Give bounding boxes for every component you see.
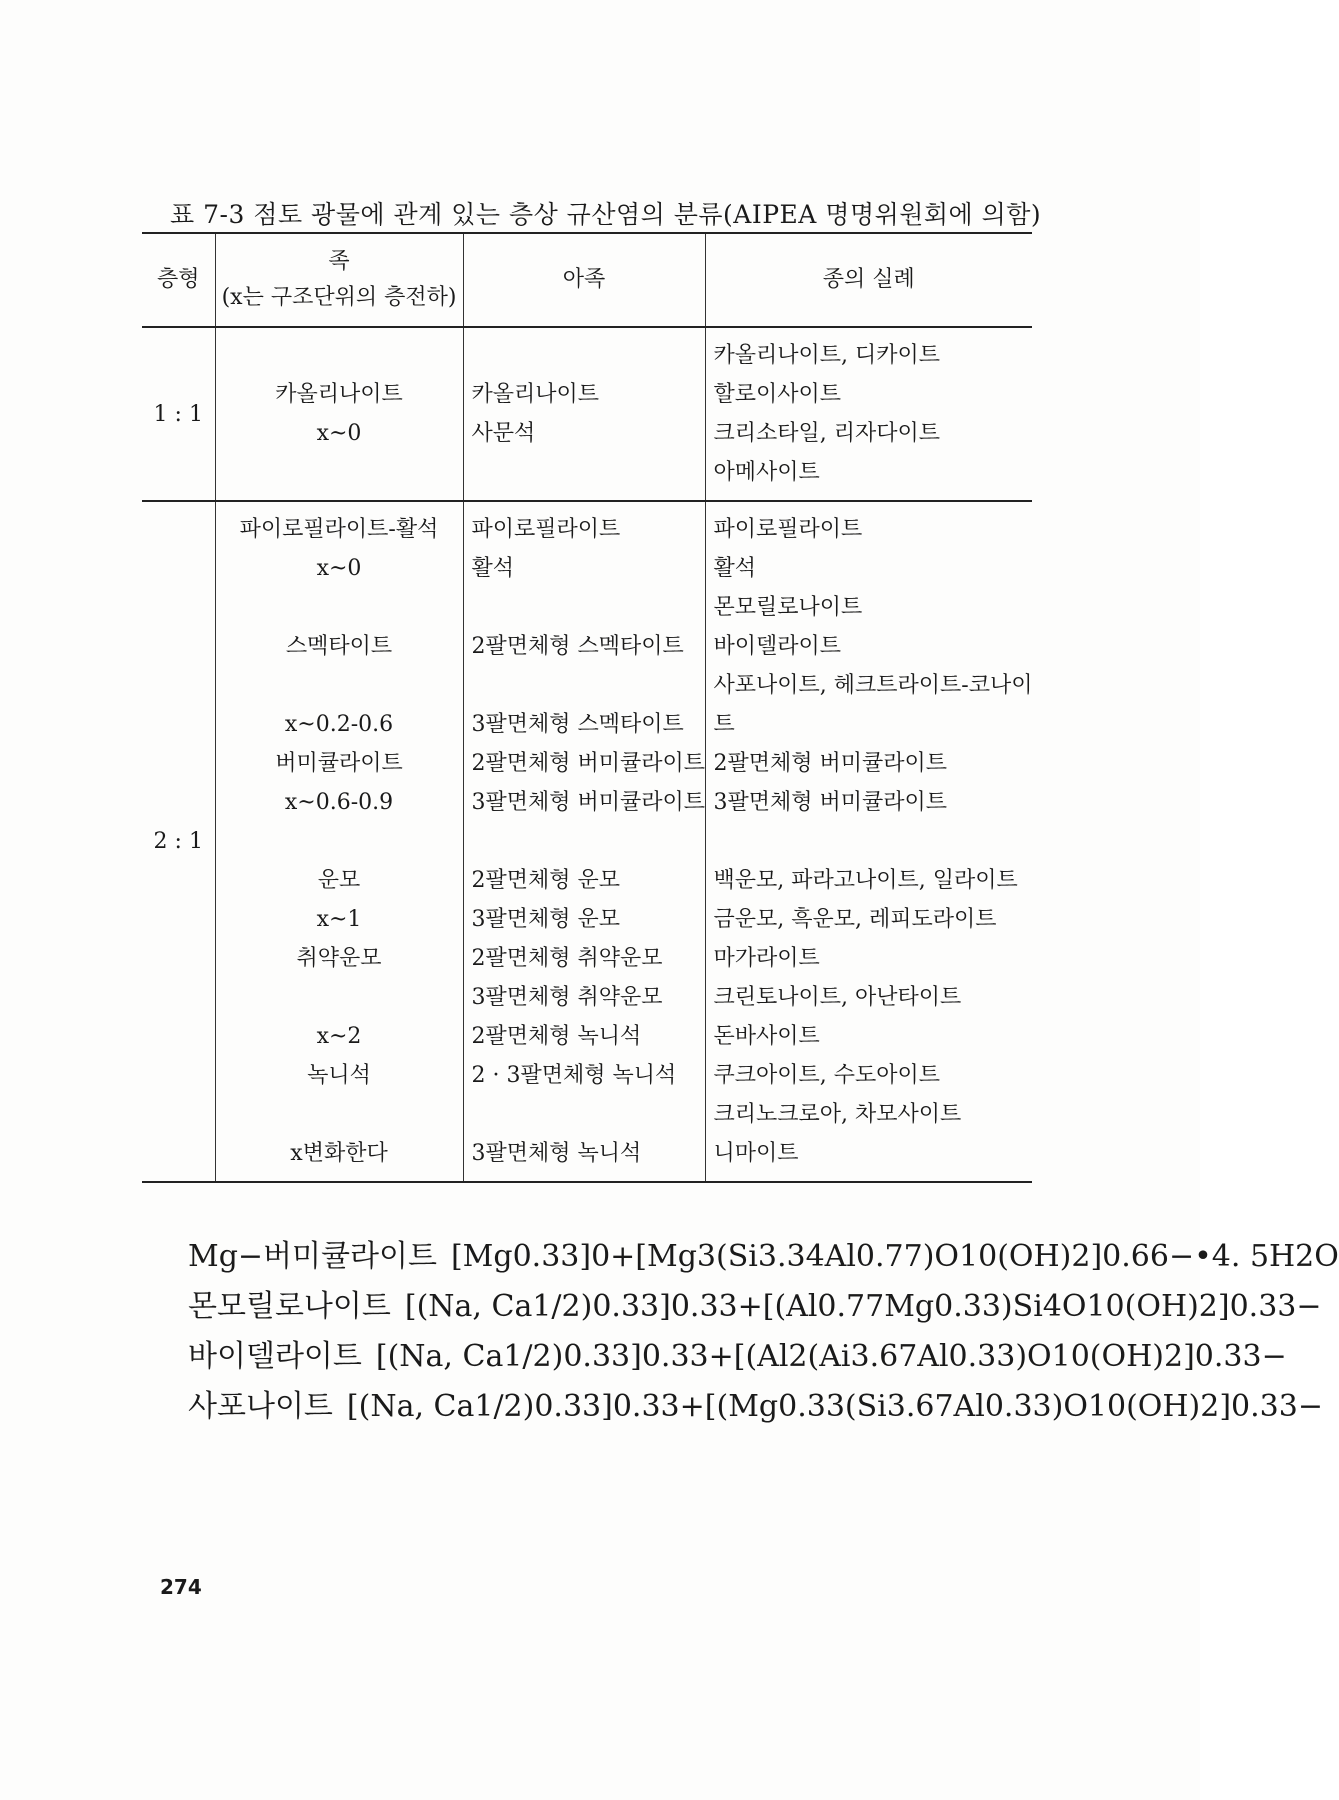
cell-line: 몬모릴로나이트 bbox=[713, 595, 863, 620]
mineral-name: 사포나이트 bbox=[188, 1389, 333, 1424]
header-family-title: 족 bbox=[328, 249, 350, 274]
table-header-row bbox=[142, 233, 1032, 327]
cell-line: 카올리나이트 bbox=[471, 382, 600, 407]
mineral-formula: [(Na, Ca1/2)0.33]0.33+[(Al0.77Mg0.33)Si4O10(OH)2]0.33− bbox=[404, 1289, 1322, 1324]
page-number: 274 bbox=[160, 1575, 202, 1599]
species-lines bbox=[706, 502, 1033, 1181]
subgroup-cell bbox=[463, 501, 705, 1182]
formula-line bbox=[188, 1382, 1323, 1432]
cell-line: 사문석 bbox=[471, 421, 536, 446]
table-caption: 표 7-3 점토 광물에 관계 있는 층상 규산염의 분류(AIPEA 명명위원회에 의함) bbox=[170, 200, 1042, 229]
cell-line: 녹니석 bbox=[307, 1063, 371, 1088]
cell-line: 3팔면체형 스멕타이트 bbox=[471, 712, 684, 737]
cell-line: 2팔면체형 버미큘라이트 bbox=[713, 751, 948, 776]
cell-line: 스멕타이트 bbox=[285, 634, 393, 659]
family-lines bbox=[216, 328, 463, 500]
cell-line: 바이델라이트 bbox=[713, 634, 842, 659]
cell-line: 크리소타일, 리자다이트 bbox=[713, 421, 941, 446]
cell-line: 버미큘라이트 bbox=[275, 751, 403, 776]
cell-line bbox=[216, 336, 463, 375]
cell-line: 파이로필라이트-활석 bbox=[239, 517, 439, 542]
cell-line: 트 bbox=[713, 712, 735, 737]
cell-line: 활석 bbox=[471, 556, 515, 581]
subgroup-cell bbox=[463, 327, 705, 501]
cell-line bbox=[216, 1095, 463, 1134]
cell-line: 운모 bbox=[317, 868, 361, 893]
species-lines bbox=[706, 328, 1033, 500]
cell-line bbox=[706, 822, 1033, 861]
formula-line bbox=[188, 1282, 1322, 1332]
cell-line: 크리노크로아, 차모사이트 bbox=[713, 1102, 962, 1127]
cell-line: 취약운모 bbox=[296, 946, 382, 971]
header-family-note: (x는 구조단위의 층전하) bbox=[221, 285, 457, 310]
cell-line: 3팔면체형 버미큘라이트 bbox=[471, 790, 706, 815]
cell-line: x~2 bbox=[316, 1024, 362, 1049]
cell-line: 크린토나이트, 아난타이트 bbox=[713, 985, 962, 1010]
cell-line bbox=[216, 666, 463, 705]
species-cell bbox=[705, 501, 1032, 1182]
layer-type-1-1: 1 : 1 bbox=[142, 327, 215, 501]
cell-line: 2팔면체형 스멕타이트 bbox=[471, 634, 684, 659]
mineral-formula: [Mg0.33]0+[Mg3(Si3.34Al0.77)O10(OH)2]0.66−•4. 5H2O bbox=[450, 1239, 1339, 1274]
cell-line: 3팔면체형 녹니석 bbox=[471, 1141, 642, 1166]
cell-line: 카올리나이트 bbox=[275, 382, 403, 407]
cell-line bbox=[464, 666, 705, 705]
mineral-formula: [(Na, Ca1/2)0.33]0.33+[(Al2(Ai3.67Al0.33)O10(OH)2]0.33− bbox=[375, 1339, 1287, 1374]
header-species: 종의 실례 bbox=[705, 233, 1032, 327]
cell-line: 카올리나이트, 디카이트 bbox=[713, 343, 941, 368]
cell-line bbox=[464, 1095, 705, 1134]
family-lines bbox=[216, 502, 463, 1181]
cell-line: 아메사이트 bbox=[713, 460, 820, 485]
cell-line: x~0.6-0.9 bbox=[284, 790, 394, 815]
formula-line bbox=[188, 1332, 1287, 1382]
mineral-name: 몬모릴로나이트 bbox=[188, 1289, 391, 1324]
cell-line: 2팔면체형 버미큘라이트 bbox=[471, 751, 706, 776]
cell-line bbox=[216, 978, 463, 1017]
cell-line: x변화한다 bbox=[290, 1141, 388, 1166]
cell-line bbox=[464, 453, 705, 492]
subgroup-lines bbox=[464, 502, 705, 1181]
cell-line: 2 · 3팔면체형 녹니석 bbox=[471, 1063, 677, 1088]
cell-line: 돈바사이트 bbox=[713, 1024, 820, 1049]
cell-line bbox=[216, 588, 463, 627]
cell-line: 활석 bbox=[713, 556, 757, 581]
cell-line: 마가라이트 bbox=[713, 946, 820, 971]
cell-line bbox=[216, 453, 463, 492]
cell-line: 2팔면체형 운모 bbox=[471, 868, 621, 893]
header-layer: 층형 bbox=[142, 233, 215, 327]
subgroup-lines bbox=[464, 328, 705, 500]
cell-line bbox=[464, 588, 705, 627]
cell-line: x~0.2-0.6 bbox=[284, 712, 394, 737]
clay-mineral-classification-table bbox=[142, 232, 1032, 1183]
cell-line: 3팔면체형 버미큘라이트 bbox=[713, 790, 948, 815]
cell-line: x~0 bbox=[316, 421, 362, 446]
cell-line bbox=[216, 822, 463, 861]
cell-line: 쿠크아이트, 수도아이트 bbox=[713, 1063, 941, 1088]
chemical-formulas bbox=[188, 1232, 1339, 1432]
cell-line: 금운모, 흑운모, 레피도라이트 bbox=[713, 907, 997, 932]
cell-line: 니마이트 bbox=[713, 1141, 799, 1166]
species-cell bbox=[705, 327, 1032, 501]
mineral-formula: [(Na, Ca1/2)0.33]0.33+[(Mg0.33(Si3.67Al0.33)O10(OH)2]0.33− bbox=[346, 1389, 1323, 1424]
cell-line: 백운모, 파라고나이트, 일라이트 bbox=[713, 868, 1018, 893]
cell-line: 2팔면체형 녹니석 bbox=[471, 1024, 642, 1049]
header-subgroup: 아족 bbox=[463, 233, 705, 327]
cell-line: x~0 bbox=[316, 556, 362, 581]
cell-line: 할로이사이트 bbox=[713, 382, 842, 407]
cell-line: 3팔면체형 취약운모 bbox=[471, 985, 663, 1010]
cell-line: 2팔면체형 취약운모 bbox=[471, 946, 663, 971]
cell-line: 파이로필라이트 bbox=[471, 517, 621, 542]
mineral-name: Mg−버미큘라이트 bbox=[188, 1239, 437, 1274]
family-cell bbox=[215, 501, 463, 1182]
cell-line: 파이로필라이트 bbox=[713, 517, 863, 542]
layer-type-2-1: 2 : 1 bbox=[142, 501, 215, 1182]
cell-line bbox=[464, 822, 705, 861]
cell-line: 사포나이트, 헤크트라이트-코나이 bbox=[713, 673, 1033, 698]
formula-line bbox=[188, 1232, 1339, 1282]
family-cell bbox=[215, 327, 463, 501]
mineral-name: 바이델라이트 bbox=[188, 1339, 362, 1374]
cell-line: x~1 bbox=[316, 907, 362, 932]
cell-line bbox=[464, 336, 705, 375]
cell-line: 3팔면체형 운모 bbox=[471, 907, 621, 932]
table-row-2-1 bbox=[142, 501, 1032, 1182]
table-row-1-1 bbox=[142, 327, 1032, 501]
header-family bbox=[215, 233, 463, 327]
